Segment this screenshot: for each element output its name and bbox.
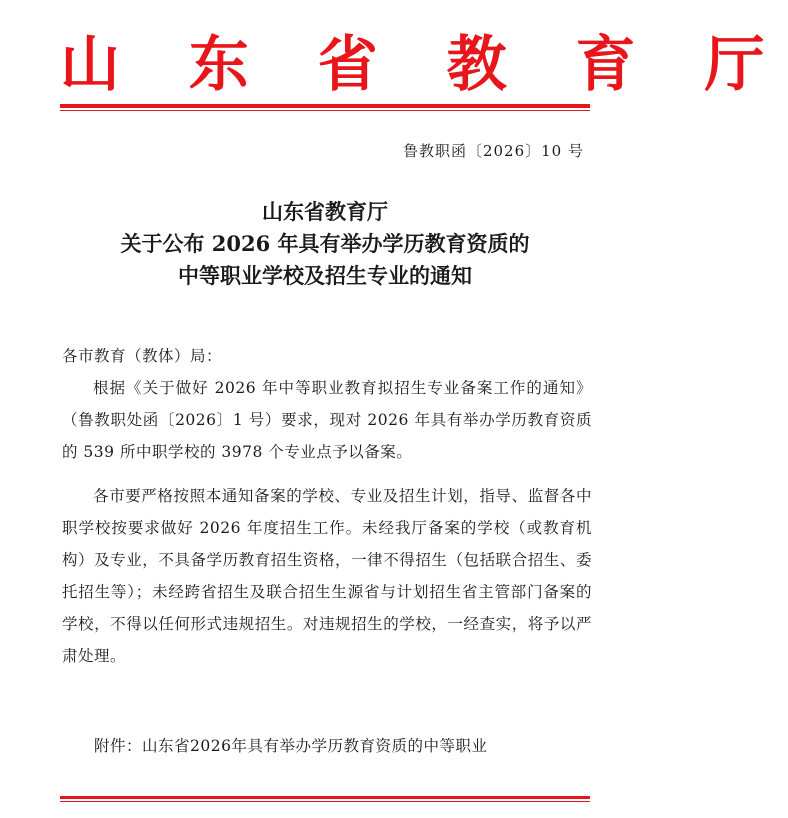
salutation: 各市教育（教体）局： [62,347,223,365]
document-title-line-2: 关于公布 2026 年具有举办学历教育资质的 [120,231,530,256]
letterhead-rule-thick [60,104,590,108]
body-paragraph-1: 根据《关于做好 2026 年中等职业教育拟招生专业备案工作的通知》（鲁教职处函〔2026〕1 号）要求，现对 2026 年具有举办学历教育资质的 539 所中职学校的 3978 个专业点予以备案。 [62,379,592,461]
footer-rule-thin [60,801,590,802]
letterhead-rule-thin [60,110,590,111]
footer-rule-thick [60,796,590,799]
letterhead-title: 山 东 省 教 育 厅 [60,30,788,100]
document-title-line-3: 中等职业学校及招生专业的通知 [178,263,472,288]
document-number: 鲁教职函〔2026〕10 号 [402,142,584,160]
body-paragraph-2: 各市要严格按照本通知备案的学校、专业及招生计划，指导、监督各中职学校按要求做好 2026 年度招生工作。未经我厅备案的学校（或教育机构）及专业，不具备学历教育招生资格，一律不得招生（包括联合招生、委托招生等）；未经跨省招生及联合招生生源省与计划招生省主管部门备案的学校，不得以任何形式违规招生。对违规招生的学校，一经查实，将予以严肃处理。 [62,487,592,665]
document-title-line-1: 山东省教育厅 [262,199,388,224]
attachment-line: 附件：山东省2026年具有举办学历教育资质的中等职业 [94,737,488,755]
